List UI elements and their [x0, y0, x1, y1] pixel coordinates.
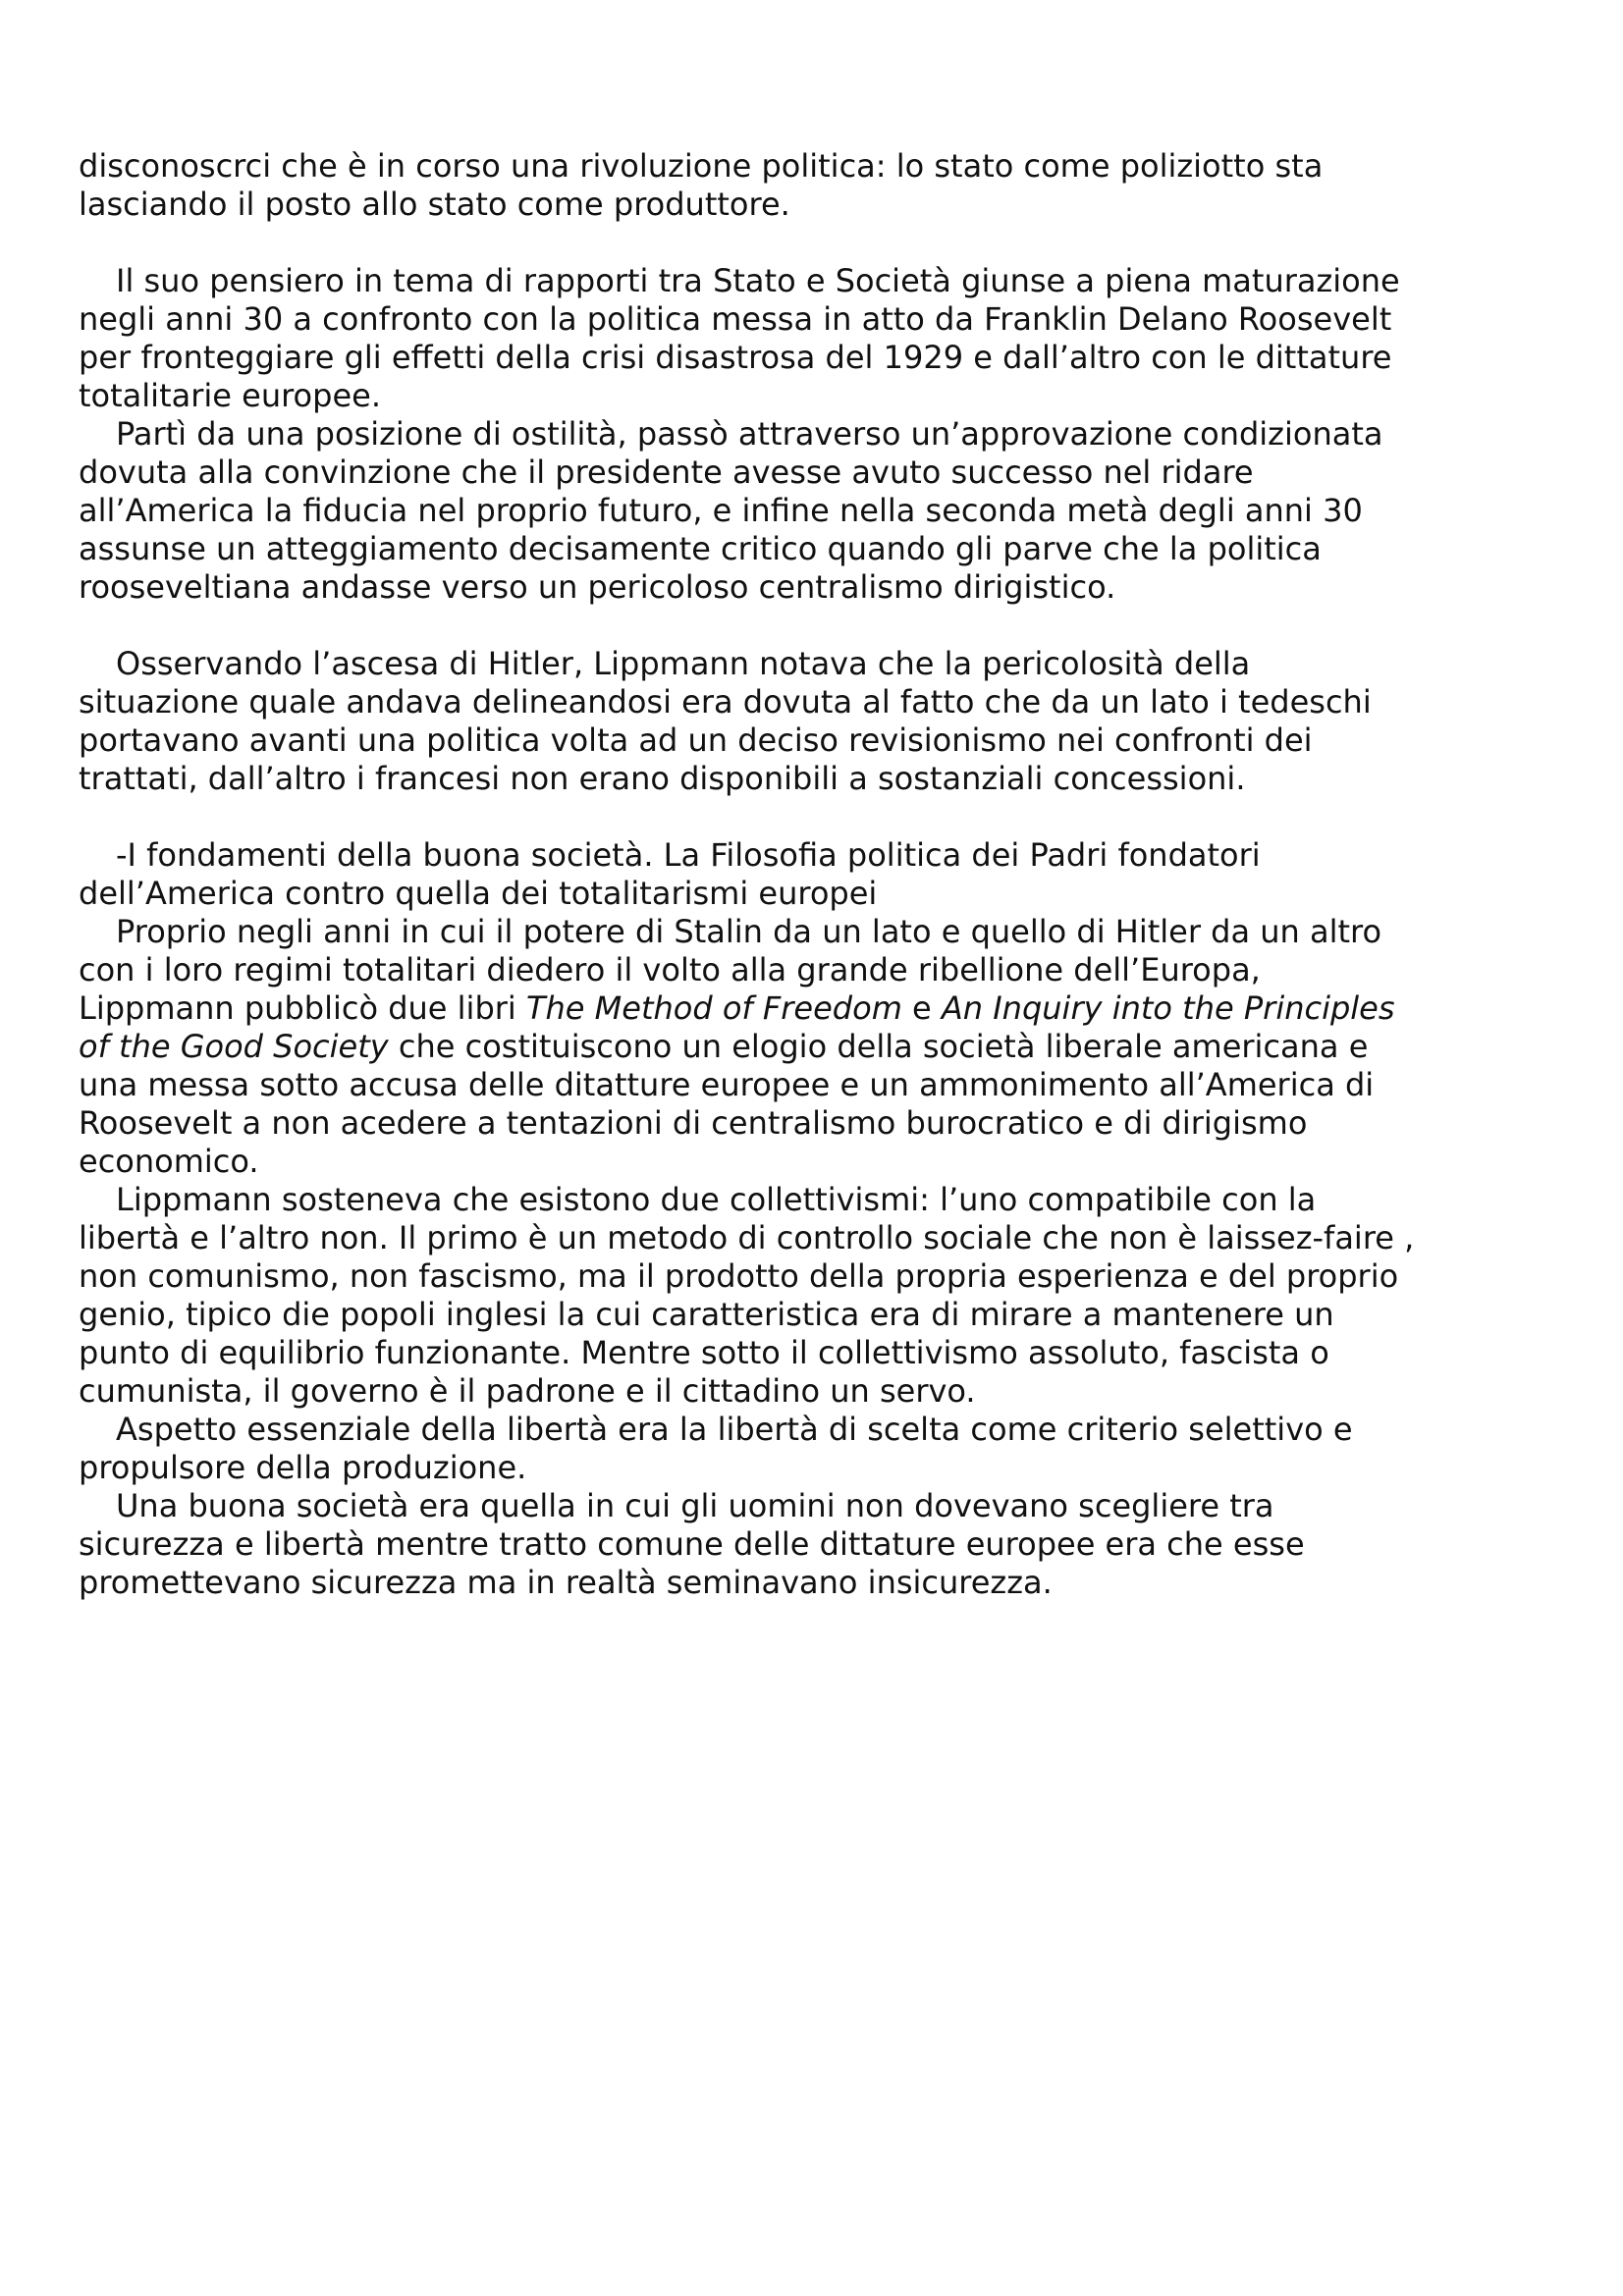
paragraph-gap — [79, 224, 1473, 262]
paragraph — [79, 1487, 1473, 1602]
text-line: all’America la fiducia nel proprio futuro, e infine nella seconda metà degli anni 30 — [79, 492, 1363, 529]
text-line: lasciando il posto allo stato come produttore. — [79, 186, 790, 223]
text-line: con i loro regimi totalitari diedero il volto alla grande ribellione dell’Europa, — [79, 951, 1261, 988]
text-line: Lippmann pubblicò due libri — [79, 989, 526, 1027]
text-line: sicurezza e libertà mentre tratto comune delle dittature europee era che esse — [79, 1525, 1305, 1563]
text-line: Osservando l’ascesa di Hitler, Lippmann notava che la pericolosità della — [116, 645, 1251, 682]
text-line: propulsore della produzione. — [79, 1449, 527, 1486]
section-heading — [79, 836, 1473, 913]
text-line: genio, tipico die popoli inglesi la cui caratteristica era di mirare a mantenere un — [79, 1296, 1334, 1333]
text-line: punto di equilibrio funzionante. Mentre sotto il collettivismo assoluto, fascista o — [79, 1334, 1329, 1371]
text-line: situazione quale andava delineandosi era dovuta al fatto che da un lato i tedeschi — [79, 683, 1372, 721]
text-line: -I fondamenti della buona società. La Filosofia politica dei Padri fondatori — [116, 836, 1261, 874]
paragraph — [79, 415, 1473, 607]
text-line: non comunismo, non fascismo, ma il prodotto della propria esperienza e del proprio — [79, 1257, 1399, 1295]
text-line: totalitarie europee. — [79, 377, 381, 414]
text-line: libertà e l’altro non. Il primo è un metodo di controllo sociale che non è laissez-faire , — [79, 1219, 1415, 1256]
text-line: Roosevelt a non acedere a tentazioni di centralismo burocratico e di dirigismo — [79, 1104, 1308, 1142]
text-line: Una buona società era quella in cui gli uomini non dovevano scegliere tra — [116, 1487, 1274, 1524]
paragraph — [79, 1411, 1473, 1487]
book-title: The Method of Freedom — [525, 989, 902, 1027]
paragraph — [79, 645, 1473, 798]
paragraph — [79, 1181, 1473, 1411]
text-line: economico. — [79, 1143, 259, 1180]
text-line: disconoscrci che è in corso una rivoluzione politica: lo stato come poliziotto sta — [79, 147, 1324, 185]
document-page — [79, 147, 1473, 1602]
text-line: assunse un atteggiamento decisamente critico quando gli parve che la politica — [79, 530, 1322, 567]
text-line: che costituiscono un elogio della società liberale americana e — [388, 1028, 1369, 1065]
text-line: per fronteggiare gli effetti della crisi disastrosa del 1929 e dall’altro con le dittature — [79, 339, 1392, 376]
text-line: Partì da una posizione di ostilità, passò attraverso un’approvazione condizionata — [116, 415, 1383, 453]
paragraph-gap — [79, 607, 1473, 645]
text-line: rooseveltiana andasse verso un pericoloso centralismo dirigistico. — [79, 568, 1116, 606]
text-line: Proprio negli anni in cui il potere di Stalin da un lato e quello di Hitler da un altro — [116, 913, 1382, 950]
text-line: promettevano sicurezza ma in realtà seminavano insicurezza. — [79, 1564, 1053, 1601]
text-line: trattati, dall’altro i francesi non erano disponibili a sostanziali concessioni. — [79, 760, 1246, 797]
text-line: dell’America contro quella dei totalitarismi europei — [79, 875, 878, 912]
text-line: e — [901, 989, 942, 1027]
paragraph-gap — [79, 798, 1473, 836]
text-line: Aspetto essenziale della libertà era la libertà di scelta come criterio selettivo e — [116, 1411, 1353, 1448]
paragraph — [79, 262, 1473, 415]
text-line: negli anni 30 a confronto con la politica messa in atto da Franklin Delano Roosevelt — [79, 300, 1392, 338]
text-line: Lippmann sosteneva che esistono due collettivismi: l’uno compatibile con la — [116, 1181, 1317, 1218]
book-title: An Inquiry into the Principles — [941, 989, 1395, 1027]
text-line: Il suo pensiero in tema di rapporti tra Stato e Società giunse a piena maturazione — [116, 262, 1400, 299]
text-line: portavano avanti una politica volta ad un deciso revisionismo nei confronti dei — [79, 721, 1313, 759]
book-title: of the Good Society — [79, 1028, 389, 1065]
text-line: cumunista, il governo è il padrone e il cittadino un servo. — [79, 1372, 976, 1410]
text-line: una messa sotto accusa delle ditatture europee e un ammonimento all’America di — [79, 1066, 1375, 1103]
paragraph — [79, 913, 1473, 1181]
paragraph — [79, 147, 1473, 224]
text-line: dovuta alla convinzione che il presidente avesse avuto successo nel ridare — [79, 454, 1254, 491]
